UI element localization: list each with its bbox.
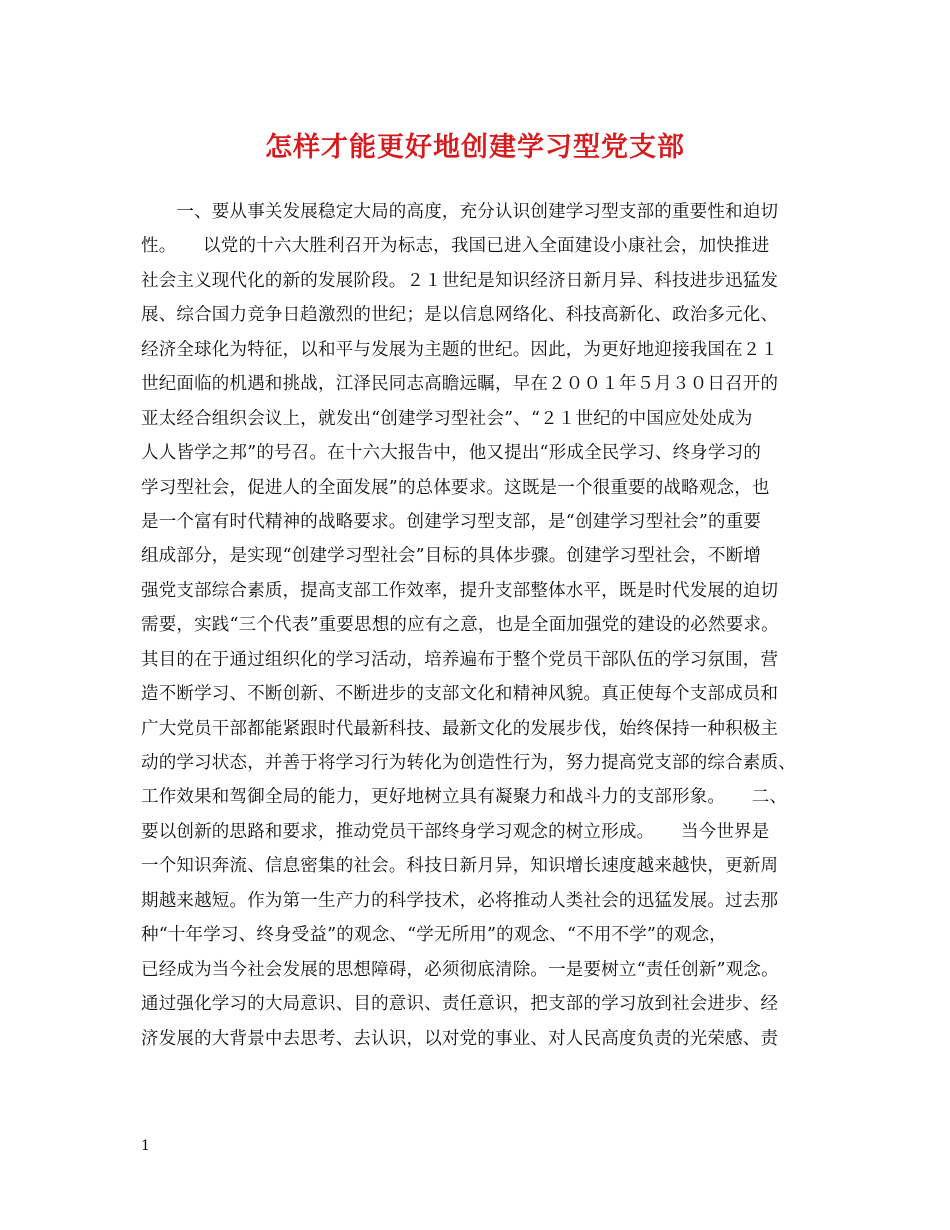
body-line: 一个知识奔流、信息密集的社会。科技日新月异，知识增长速度越来越快，更新周 bbox=[141, 856, 779, 877]
body-line: 通过强化学习的大局意识、目的意识、责任意识，把支部的学习放到社会进步、经 bbox=[141, 994, 779, 1015]
body-line: 世纪面临的机遇和挑战，江泽民同志高瞻远瞩，早在２００１年５月３０日召开的 bbox=[141, 374, 779, 395]
page-number: 1 bbox=[141, 1138, 150, 1154]
body-line: 人人皆学之邦”的号召。在十六大报告中，他又提出“形成全民学习、终身学习的 bbox=[141, 443, 762, 464]
body-line: 学习型社会，促进人的全面发展”的总体要求。这既是一个很重要的战略观念，也 bbox=[141, 477, 770, 498]
document-body bbox=[141, 195, 816, 1056]
body-line: 经济全球化为特征，以和平与发展为主题的世纪。因此，为更好地迎接我国在２１ bbox=[141, 339, 779, 360]
body-line: 亚太经合组织会议上，就发出“创建学习型社会”、“２１世纪的中国应处处成为 bbox=[141, 408, 753, 429]
body-line: 性。 以党的十六大胜利召开为标志，我国已进入全面建设小康社会，加快推进 bbox=[141, 236, 770, 257]
body-line: 其目的在于通过组织化的学习活动，培养遍布于整个党员干部队伍的学习氛围，营 bbox=[141, 649, 779, 670]
document-title: 怎样才能更好地创建学习型党支部 bbox=[265, 132, 685, 163]
body-line: 期越来越短。作为第一生产力的科学技术，必将推动人类社会的迅猛发展。过去那 bbox=[141, 890, 779, 911]
body-line: 一、要从事关发展稳定大局的高度，充分认识创建学习型支部的重要性和迫切 bbox=[141, 202, 779, 222]
body-line: 强党支部综合素质，提高支部工作效率，提升支部整体水平，既是时代发展的迫切 bbox=[141, 580, 779, 601]
body-line: 展、综合国力竞争日趋激烈的世纪；是以信息网络化、科技高新化、政治多元化、 bbox=[141, 305, 779, 326]
body-line: 济发展的大背景中去思考、去认识，以对党的事业、对人民高度负责的光荣感、责 bbox=[141, 1028, 779, 1049]
body-line: 工作效果和驾御全局的能力，更好地树立具有凝聚力和战斗力的支部形象。 二、 bbox=[141, 787, 788, 808]
body-line: 社会主义现代化的新的发展阶段。２１世纪是知识经济日新月异、科技进步迅猛发 bbox=[141, 270, 779, 291]
body-line: 要以创新的思路和要求，推动党员干部终身学习观念的树立形成。 当今世界是 bbox=[141, 821, 770, 842]
body-line: 组成部分，是实现“创建学习型社会”目标的具体步骤。创建学习型社会，不断增 bbox=[141, 546, 762, 567]
body-line: 需要，实践“三个代表”重要思想的应有之意，也是全面加强党的建设的必然要求。 bbox=[141, 615, 779, 636]
body-line: 动的学习状态，并善于将学习行为转化为创造性行为，努力提高党支部的综合素质、 bbox=[141, 753, 796, 773]
body-line: 广大党员干部都能紧跟时代最新科技、最新文化的发展步伐，始终保持一种积极主 bbox=[141, 718, 779, 739]
body-line: 造不断学习、不断创新、不断进步的支部文化和精神风貌。真正使每个支部成员和 bbox=[141, 684, 779, 705]
body-line: 已经成为当今社会发展的思想障碍，必须彻底清除。一是要树立“责任创新”观念。 bbox=[141, 959, 779, 980]
body-line: 是一个富有时代精神的战略要求。创建学习型支部，是“创建学习型社会”的重要 bbox=[141, 511, 762, 532]
body-line: 种“十年学习、终身受益”的观念、“学无所用”的观念、“不用不学”的观念， bbox=[141, 925, 727, 946]
